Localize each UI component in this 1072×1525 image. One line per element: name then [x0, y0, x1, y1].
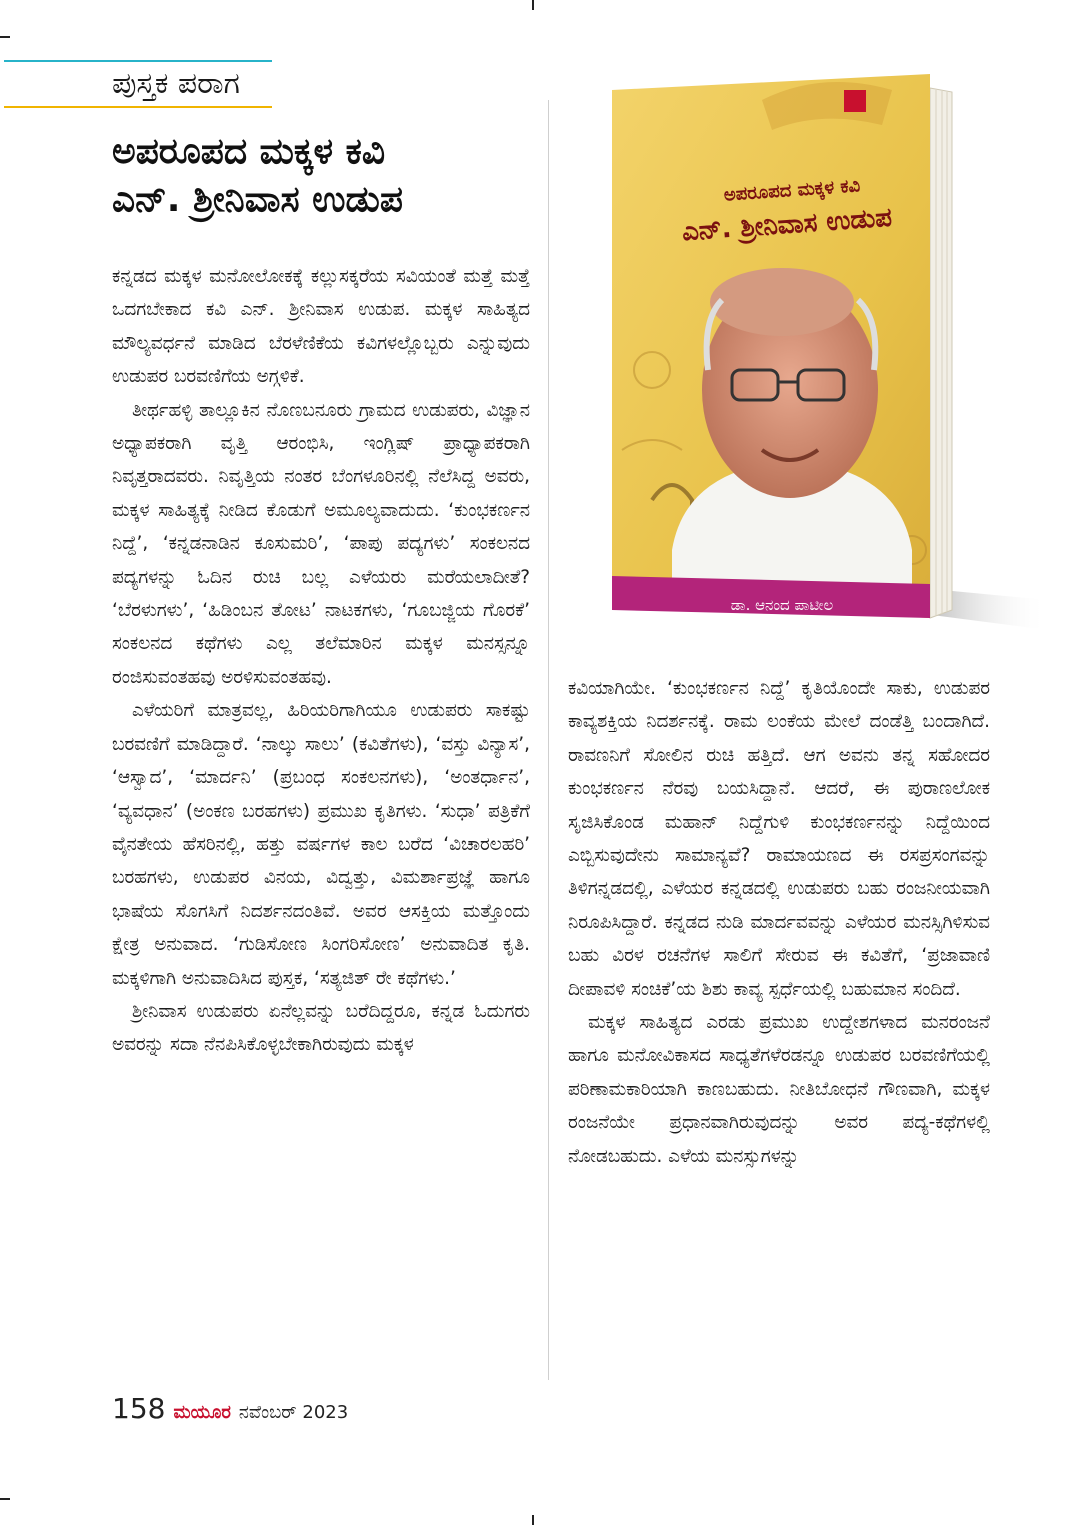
- crop-mark: [532, 1515, 534, 1525]
- headline-line-1: ಅಪರೂಪದ ಮಕ್ಕಳ ಕವಿ: [112, 131, 386, 172]
- magazine-logo: ಮಯೂರ: [173, 1402, 231, 1423]
- body-column-right: [568, 672, 990, 1173]
- crop-mark: [532, 0, 534, 10]
- column-rule: [548, 100, 549, 1380]
- paragraph: ಎಳೆಯರಿಗೆ ಮಾತ್ರವಲ್ಲ, ಹಿರಿಯರಿಗಾಗಿಯೂ ಉಡುಪರು ಸಾಕಷ್ಟು ಬರವಣಿಗೆ ಮಾಡಿದ್ದಾರೆ. ‘ನಾಲ್ಕು ಸಾಲು’ (ಕವಿತೆಗಳು), ‘ವಸ್ತು ವಿನ್ಯಾಸ’, ‘ಆಸ್ವಾದ’, ‘ಮಾರ್ದನಿ’ (ಪ್ರಬಂಧ ಸಂಕಲನಗಳು), ‘ಅಂತರ್ಧಾನ’, ‘ವ್ಯವಧಾನ’ (ಅಂಕಣ ಬರಹಗಳು) ಪ್ರಮುಖ ಕೃತಿಗಳು. ‘ಸುಧಾ’ ಪತ್ರಿಕೆಗೆ ವೈನತೇಯ ಹೆಸರಿನಲ್ಲಿ, ಹತ್ತು ವರ್ಷಗಳ ಕಾಲ ಬರೆದ ‘ವಿಚಾರಲಹರಿ’ ಬರಹಗಳು, ಉಡುಪರ ವಿನಯ, ವಿದ್ವತ್ತು, ವಿಮರ್ಶಾಪ್ರಜ್ಞೆ ಹಾಗೂ ಭಾಷೆಯ ಸೊಗಸಿಗೆ ನಿದರ್ಶನದಂತಿವೆ. ಅವರ ಆಸಕ್ತಿಯ ಮತ್ತೊಂದು ಕ್ಷೇತ್ರ ಅನುವಾದ. ‘ಗುಡಿಸೋಣ ಸಿಂಗರಿಸೋಣ’ ಅನುವಾದಿತ ಕೃತಿ. ಮಕ್ಕಳಿಗಾಗಿ ಅನುವಾದಿಸಿದ ಪುಸ್ತಕ, ‘ಸತ್ಯಜಿತ್‌ ರೇ ಕಥೆಗಳು.’: [112, 700, 530, 989]
- cover-subtitle: ಅಪರೂಪದ ಮಕ್ಕಳ ಕವಿ: [723, 175, 861, 206]
- headline-line-2: ಎನ್‌. ಶ್ರೀನಿವಾಸ ಉಡುಪ: [112, 179, 403, 220]
- page-number: 158: [112, 1392, 166, 1425]
- cover-title: ಎನ್‌. ಶ್ರೀನಿವಾಸ ಉಡುಪ: [681, 202, 893, 248]
- section-rule-bottom: [4, 106, 272, 108]
- section-rule-top: [4, 60, 272, 62]
- paragraph: ಕನ್ನಡದ ಮಕ್ಕಳ ಮನೋಲೋಕಕ್ಕೆ ಕಲ್ಲುಸಕ್ಕರೆಯ ಸವಿಯಂತೆ ಮತ್ತೆ ಮತ್ತೆ ಒದಗಬೇಕಾದ ಕವಿ ಎನ್‌. ಶ್ರೀನಿವಾಸ ಉಡುಪ. ಮಕ್ಕಳ ಸಾಹಿತ್ಯದ ಮೌಲ್ಯವರ್ಧನೆ ಮಾಡಿದ ಬೆರಳೆಣಿಕೆಯ ಕವಿಗಳಲ್ಲೊಬ್ಬರು ಎನ್ನುವುದು ಉಡುಪರ ಬರವಣಿಗೆಯ ಅಗ್ಗಳಿಕೆ.: [112, 266, 530, 388]
- page-footer: [112, 1392, 348, 1432]
- section-label: ಪುಸ್ತಕ ಪರಾಗ: [112, 66, 240, 101]
- article-headline: [112, 128, 542, 224]
- book-cover-image: [612, 70, 1048, 630]
- crop-mark: [0, 1498, 10, 1500]
- book-cover-photo-icon: [612, 70, 1048, 630]
- paragraph: ಮಕ್ಕಳ ಸಾಹಿತ್ಯದ ಎರಡು ಪ್ರಮುಖ ಉದ್ದೇಶಗಳಾದ ಮನರಂಜನೆ ಹಾಗೂ ಮನೋವಿಕಾಸದ ಸಾಧ್ಯತೆಗಳೆರಡನ್ನೂ ಉಡುಪರ ಬರವಣಿಗೆಯಲ್ಲಿ ಪರಿಣಾಮಕಾರಿಯಾಗಿ ಕಾಣಬಹುದು. ನೀತಿಬೋಧನೆ ಗೌಣವಾಗಿ, ಮಕ್ಕಳ ರಂಜನೆಯೇ ಪ್ರಧಾನವಾಗಿರುವುದನ್ನು ಅವರ ಪದ್ಯ-ಕಥೆಗಳಲ್ಲಿ ನೋಡಬಹುದು. ಎಳೆಯ ಮನಸ್ಸುಗಳನ್ನು: [568, 1012, 990, 1167]
- paragraph: ಕವಿಯಾಗಿಯೇ. ‘ಕುಂಭಕರ್ಣನ ನಿದ್ದೆ’ ಕೃತಿಯೊಂದೇ ಸಾಕು, ಉಡುಪರ ಕಾವ್ಯಶಕ್ತಿಯ ನಿದರ್ಶನಕ್ಕೆ. ರಾಮ ಲಂಕೆಯ ಮೇಲೆ ದಂಡೆತ್ತಿ ಬಂದಾಗಿದೆ. ರಾವಣನಿಗೆ ಸೋಲಿನ ರುಚಿ ಹತ್ತಿದೆ. ಆಗ ಅವನು ತನ್ನ ಸಹೋದರ ಕುಂಭಕರ್ಣನ ನೆರವು ಬಯಸಿದ್ದಾನೆ. ಆದರೆ, ಈ ಪುರಾಣಲೋಕ ಸೃಜಿಸಿಕೊಂಡ ಮಹಾನ್‌ ನಿದ್ದೆಗುಳಿ ಕುಂಭಕರ್ಣನನ್ನು ನಿದ್ದೆಯಿಂದ ಎಬ್ಬಿಸುವುದೇನು ಸಾಮಾನ್ಯವೆ? ರಾಮಾಯಣದ ಈ ರಸಪ್ರಸಂಗವನ್ನು ತಿಳಿಗನ್ನಡದಲ್ಲಿ, ಎಳೆಯರ ಕನ್ನಡದಲ್ಲಿ ಉಡುಪರು ಬಹು ರಂಜನೀಯವಾಗಿ ನಿರೂಪಿಸಿದ್ದಾರೆ. ಕನ್ನಡದ ನುಡಿ ಮಾರ್ದವವನ್ನು ಎಳೆಯರ ಮನಸ್ಸಿಗಿಳಿಸುವ ಬಹು ವಿರಳ ರಚನೆಗಳ ಸಾಲಿಗೆ ಸೇರುವ ಈ ಕವಿತೆಗೆ, ‘ಪ್ರಜಾವಾಣಿ ದೀಪಾವಳಿ ಸಂಚಿಕೆ’ಯ ಶಿಶು ಕಾವ್ಯ ಸ್ಪರ್ಧೆಯಲ್ಲಿ ಬಹುಮಾನ ಸಂದಿದೆ.: [568, 678, 990, 1000]
- body-column-left: [112, 260, 530, 1062]
- paragraph: ಶ್ರೀನಿವಾಸ ಉಡುಪರು ಏನೆಲ್ಲವನ್ನು ಬರೆದಿದ್ದರೂ, ಕನ್ನಡ ಓದುಗರು ಅವರನ್ನು ಸದಾ ನೆನಪಿಸಿಕೊಳ್ಳಬೇಕಾಗಿರುವುದು ಮಕ್ಕಳ: [112, 1000, 530, 1056]
- crop-mark: [0, 36, 10, 38]
- cover-author: ಡಾ. ಆನಂದ ಪಾಟೀಲ: [730, 596, 834, 614]
- issue-date: ನವೆಂಬರ್ 2023: [238, 1402, 349, 1423]
- paragraph: ತೀರ್ಥಹಳ್ಳಿ ತಾಲ್ಲೂಕಿನ ನೊಣಬನೂರು ಗ್ರಾಮದ ಉಡುಪರು, ವಿಜ್ಞಾನ ಅಧ್ಯಾಪಕರಾಗಿ ವೃತ್ತಿ ಆರಂಭಿಸಿ, ಇಂಗ್ಲಿಷ್‌ ಪ್ರಾಧ್ಯಾಪಕರಾಗಿ ನಿವೃತ್ತರಾದವರು. ನಿವೃತ್ತಿಯ ನಂತರ ಬೆಂಗಳೂರಿನಲ್ಲಿ ನೆಲೆಸಿದ್ದ ಅವರು, ಮಕ್ಕಳ ಸಾಹಿತ್ಯಕ್ಕೆ ನೀಡಿದ ಕೊಡುಗೆ ಅಮೂಲ್ಯವಾದುದು. ‘ಕುಂಭಕರ್ಣನ ನಿದ್ದೆ’, ‘ಕನ್ನಡನಾಡಿನ ಕೂಸುಮರಿ’, ‘ಪಾಪು ಪದ್ಯಗಳು’ ಸಂಕಲನದ ಪದ್ಯಗಳನ್ನು ಓದಿನ ರುಚಿ ಬಲ್ಲ ಎಳೆಯರು ಮರೆಯಲಾದೀತೆ? ‘ಬೆರಳುಗಳು’, ‘ಹಿಡಿಂಬನ ತೋಟ’ ನಾಟಕಗಳು, ‘ಗೂಬಜ್ಜಿಯ ಗೊರಕೆ’ ಸಂಕಲನದ ಕಥೆಗಳು ಎಲ್ಲ ತಲೆಮಾರಿನ ಮಕ್ಕಳ ಮನಸ್ಸನ್ನೂ ರಂಜಿಸುವಂತಹವು ಅರಳಿಸುವಂತಹವು.: [112, 399, 530, 688]
